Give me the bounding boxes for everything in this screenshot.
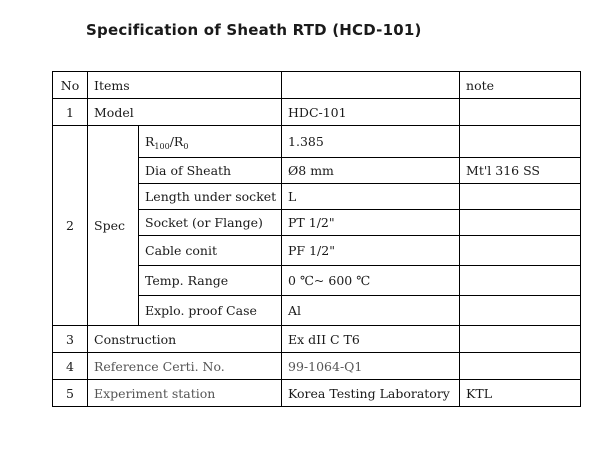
- row-no: 1: [53, 99, 88, 126]
- spec-note: [460, 296, 581, 326]
- header-note: note: [460, 72, 581, 99]
- header-row: [53, 72, 581, 99]
- row-value: 99-1064-Q1: [282, 353, 460, 380]
- row-item: Spec: [88, 126, 139, 326]
- table-row: [53, 99, 581, 126]
- row-no: 2: [53, 126, 88, 326]
- row-note: [460, 326, 581, 353]
- spec-value: PF 1/2": [282, 236, 460, 266]
- header-items: Items: [88, 72, 282, 99]
- spec-note: [460, 236, 581, 266]
- header-value: [282, 72, 460, 99]
- spec-note: [460, 210, 581, 236]
- spec-label: Length under socket: [139, 184, 282, 210]
- table-row: [53, 380, 581, 407]
- spec-note: Mt'l 316 SS: [460, 158, 581, 184]
- row-no: 4: [53, 353, 88, 380]
- spec-label: Socket (or Flange): [139, 210, 282, 236]
- spec-value: Ø8 mm: [282, 158, 460, 184]
- spec-note: [460, 266, 581, 296]
- header-no: No: [53, 72, 88, 99]
- row-value: Ex dII C T6: [282, 326, 460, 353]
- row-no: 3: [53, 326, 88, 353]
- row-note: [460, 99, 581, 126]
- spec-table: [52, 71, 581, 407]
- spec-row: [53, 126, 581, 158]
- document-title: Specification of Sheath RTD (HCD-101): [86, 21, 422, 39]
- row-item: Model: [88, 99, 282, 126]
- row-value: Korea Testing Laboratory: [282, 380, 460, 407]
- spec-label: Cable conit: [139, 236, 282, 266]
- row-note: [460, 353, 581, 380]
- spec-label-resistance-ratio: $R_{100}/R_0$: [139, 126, 282, 158]
- spec-value: 0 ℃~ 600 ℃: [282, 266, 460, 296]
- row-no: 5: [53, 380, 88, 407]
- row-value: HDC-101: [282, 99, 460, 126]
- spec-label: Dia of Sheath: [139, 158, 282, 184]
- spec-value: Al: [282, 296, 460, 326]
- spec-note: [460, 184, 581, 210]
- table-row: [53, 326, 581, 353]
- row-note: KTL: [460, 380, 581, 407]
- table-row: [53, 353, 581, 380]
- spec-value: PT 1/2": [282, 210, 460, 236]
- spec-value: L: [282, 184, 460, 210]
- spec-label: Temp. Range: [139, 266, 282, 296]
- row-item: Reference Certi. No.: [88, 353, 282, 380]
- spec-value: 1.385: [282, 126, 460, 158]
- spec-label: Explo. proof Case: [139, 296, 282, 326]
- row-item: Construction: [88, 326, 282, 353]
- row-item: Experiment station: [88, 380, 282, 407]
- spec-note: [460, 126, 581, 158]
